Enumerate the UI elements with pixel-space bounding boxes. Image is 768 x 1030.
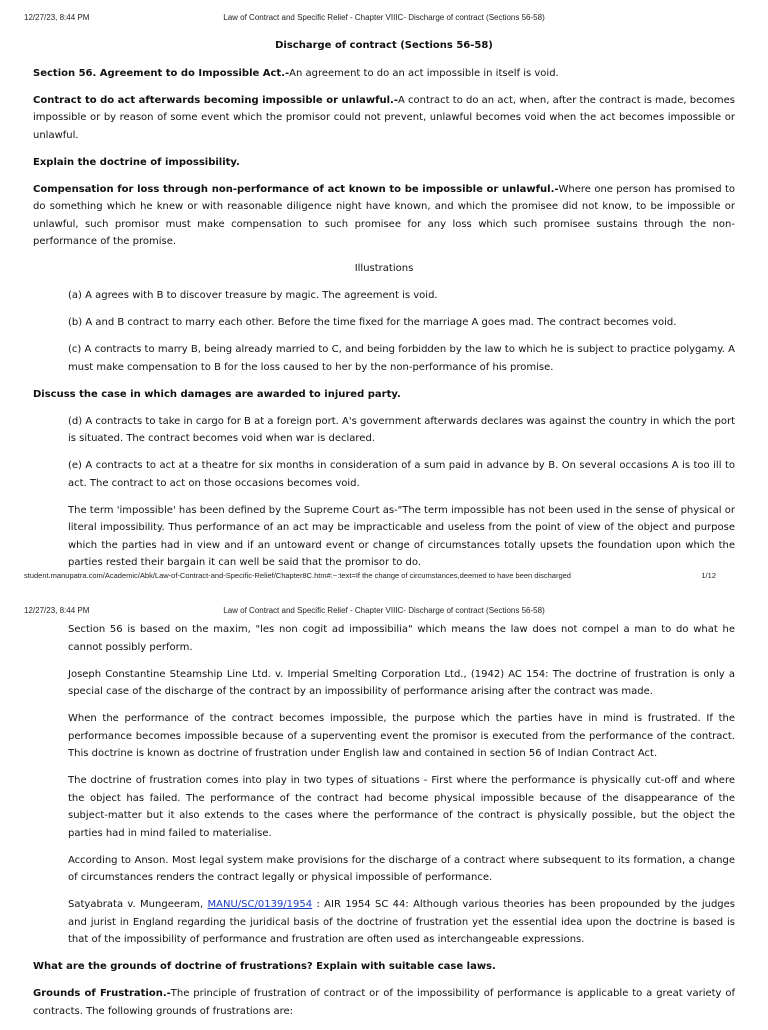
grounds-heading: Grounds of Frustration.- <box>33 988 171 999</box>
illustration-e: (e) A contracts to act at a theatre for six months in consideration of a sum paid in advance by B. On several occasions A is too ill to act. The contract to act on those occasions becomes void. <box>68 460 735 489</box>
page-1-content <box>33 37 735 581</box>
question-damages-text: Discuss the case in which damages are awarded to injured party. <box>33 388 401 400</box>
afterwards-text: A contract to do an act, when, after the contract is made, becomes impossible or by reason of some event which the promisor could not prevent, unlawful becomes void when the act becomes impossible or unlawful. <box>33 94 735 141</box>
question-damages <box>33 386 735 404</box>
compensation-heading: Compensation for loss through non-performance of act known to be impossible or unlawful.- <box>33 183 559 195</box>
compensation-paragraph <box>33 181 735 251</box>
page-header <box>24 13 744 25</box>
two-types-paragraph: The doctrine of frustration comes into play in two types of situations - First where the performance is physically cut-off and where the object has failed. The performance of the contract had become physical impossible because of the disappearance of the subject-matter but it also extends to the cases where the performance of the contract is physically possible, but the object the parties had in mind failed to materialise. <box>68 775 735 839</box>
manu-citation-link[interactable]: MANU/SC/0139/1954 <box>207 899 313 910</box>
satyabrata-text: : AIR 1954 SC 44: Although various theories has been propounded by the judges and jurist in England regarding the juridical basis of the doctrine of frustration yet the essential idea upon the doctrine is based is that of the impossibility of performance and frustration are often used as interchangeable expressions. <box>68 899 735 945</box>
question-doctrine-text: Explain the doctrine of impossibility. <box>33 156 240 168</box>
satyabrata-paragraph <box>68 896 735 949</box>
anson-paragraph: According to Anson. Most legal system make provisions for the discharge of a contract where subsequent to its formation, a change of circumstances renders the contract legally or physical impossible of performance. <box>68 854 735 883</box>
impossible-definition: The term 'impossible' has been defined by the Supreme Court as-"The term impossible has not been used in the sense of physical or literal impossibility. Thus performance of an act may be impracticable and useless from the point of view of the object and purpose which the parties had in view and if an untoward event or change of circumstances totally upsets the foundation upon which the parties rested their bargain it can well be said that the promisor to do. <box>68 504 735 568</box>
afterwards-paragraph <box>33 92 735 145</box>
illustration-c: (c) A contracts to marry B, being already married to C, and being forbidden by the law to which he is subject to practice polygamy. A must make compensation to B for the loss caused to her by the non-performance of his promise. <box>68 344 735 373</box>
joseph-case-paragraph: Joseph Constantine Steamship Line Ltd. v. Imperial Smelting Corporation Ltd., (1942) AC 154: The doctrine of frustration is only a special case of the discharge of the contract by an impossibility of performance arising after the contract was made. <box>68 668 735 697</box>
illustration-a: (a) A agrees with B to discover treasure by magic. The agreement is void. <box>68 290 438 301</box>
grounds-text: The principle of frustration of contract or of the impossibility of performance is applicable to a great variety of contracts. The following grounds of frustrations are: <box>33 988 735 1017</box>
page-2-header <box>24 606 744 618</box>
illustration-b: (b) A and B contract to marry each other. Before the time fixed for the marriage A goes mad. The contract becomes void. <box>68 317 677 328</box>
header-title: Law of Contract and Specific Relief - Chapter VIIIC- Discharge of contract (Sections 56-58) <box>223 606 545 615</box>
page-footer <box>24 571 744 583</box>
grounds-paragraph <box>33 985 735 1020</box>
header-date: 12/27/23, 8:44 PM <box>24 13 90 22</box>
page-2-content <box>33 621 735 1030</box>
header-title: Law of Contract and Specific Relief - Chapter VIIIC- Discharge of contract (Sections 56-58) <box>223 13 545 22</box>
section-56-paragraph <box>33 65 735 83</box>
header-date: 12/27/23, 8:44 PM <box>24 606 90 615</box>
footer-url: student.manupatra.com/Academic/Abk/Law-of-Contract-and-Specific-Relief/Chapter8C.htm#:~:text=If the change of circumstances,deemed to have been discharged <box>24 571 571 580</box>
illustration-d: (d) A contracts to take in cargo for B at a foreign port. A's government afterwards declares was against the country in which the port is situated. The contract becomes void when war is declared. <box>68 415 735 444</box>
footer-page-number: 1/12 <box>701 571 716 580</box>
compensation-text: Where one person has promised to do something which he knew or with reasonable diligence night have known, and which the promisee did not know, to be impossible or unlawful, such promisor must make compensation to such promisee for any loss which such promisee sustains through the non-performance of the promise. <box>33 183 735 247</box>
question-grounds <box>33 958 735 976</box>
document-title: Discharge of contract (Sections 56-58) <box>275 40 493 51</box>
question-grounds-text: What are the grounds of doctrine of frustrations? Explain with suitable case laws. <box>33 961 496 972</box>
maxim-paragraph: Section 56 is based on the maxim, "les non cogit ad impossibilia" which means the law does not compel a man to do what he cannot possibly perform. <box>68 624 735 653</box>
illustrations-heading: Illustrations <box>354 263 414 274</box>
satyabrata-prefix: Satyabrata v. Mungeeram, <box>68 899 208 910</box>
frustrated-paragraph: When the performance of the contract becomes impossible, the purpose which the parties have in mind is frustrated. If the performance becomes impossible because of a superventing event the promisor is executed from the performance of the contract. This doctrine is known as doctrine of frustration under English law and contained in section 56 of Indian Contract Act. <box>68 713 735 759</box>
section-56-heading: Section 56. Agreement to do Impossible Act.- <box>33 67 290 79</box>
afterwards-heading: Contract to do act afterwards becoming impossible or unlawful.- <box>33 94 398 106</box>
question-doctrine <box>33 154 735 172</box>
section-56-text: An agreement to do an act impossible in itself is void. <box>289 67 559 79</box>
